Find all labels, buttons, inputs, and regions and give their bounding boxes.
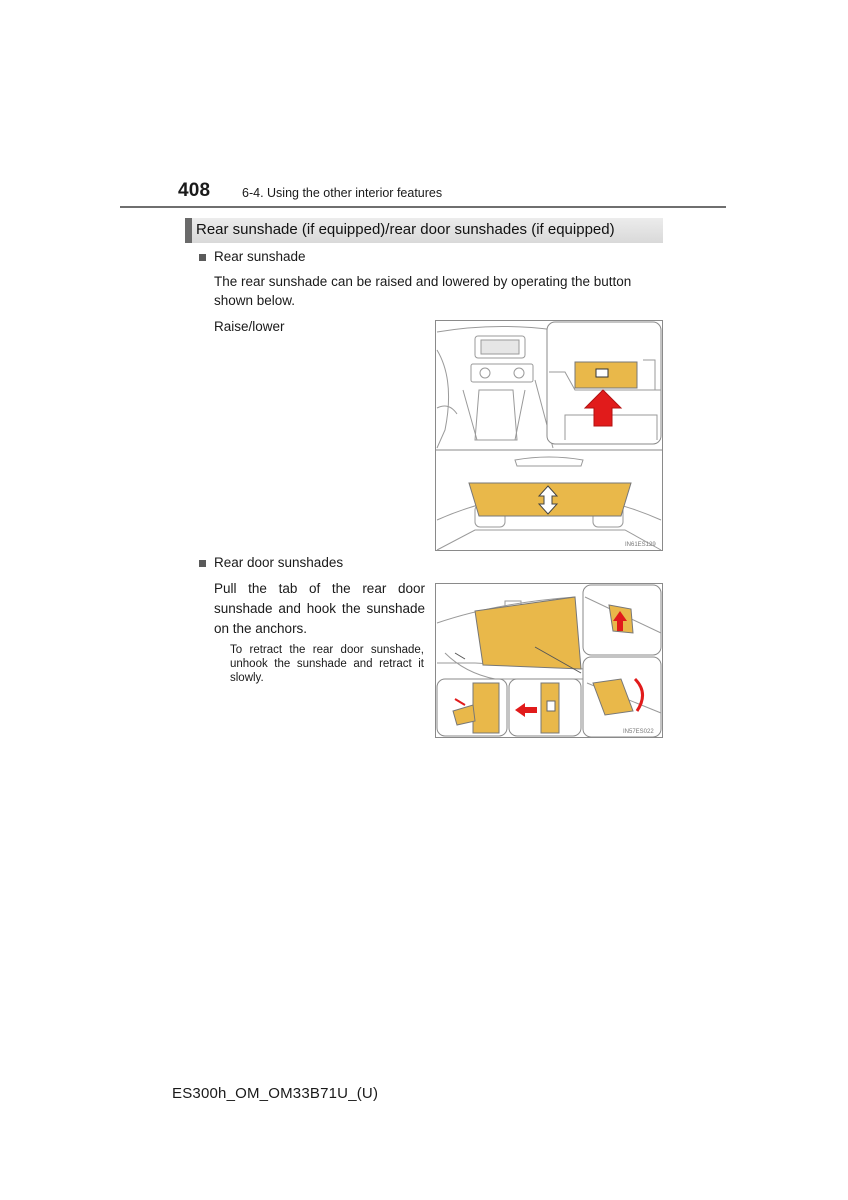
raise-lower-label: Raise/lower [214, 319, 285, 334]
rear-sunshade-description: The rear sunshade can be raised and lowered by operating the button shown below. [214, 274, 632, 308]
sunshade-clip [547, 701, 555, 711]
rear-door-sunshades-title: Rear door sunshades [214, 555, 344, 570]
bullet-square-icon [199, 254, 206, 261]
tab-sunshade-1 [473, 683, 499, 733]
section-title: 6-4. Using the other interior features [242, 186, 443, 200]
rear-sunshade-title: Rear sunshade [214, 249, 306, 264]
retract-note: To retract the rear door sunshade, unhook the sunshade and retract it slowly. [230, 644, 424, 684]
document-footer-code: ES300h_OM_OM33B71U_(U) [172, 1085, 379, 1102]
bullet-square-icon [199, 560, 206, 567]
page-number: 408 [178, 180, 211, 201]
sunshade-button-icon [596, 369, 608, 377]
rear-door-sunshades-description: Pull the tab of the rear door sunshade and hook the sunshade on the anchors. [214, 581, 425, 636]
rear-door-sunshade-illustration [435, 583, 663, 738]
rear-sunshade-illustration [435, 320, 663, 551]
figure-code: IN57ES022 [623, 729, 654, 735]
figure-code: IN61ES129 [625, 542, 656, 548]
header-divider [120, 206, 726, 208]
page-heading: Rear sunshade (if equipped)/rear door sunshades (if equipped) [196, 221, 615, 238]
